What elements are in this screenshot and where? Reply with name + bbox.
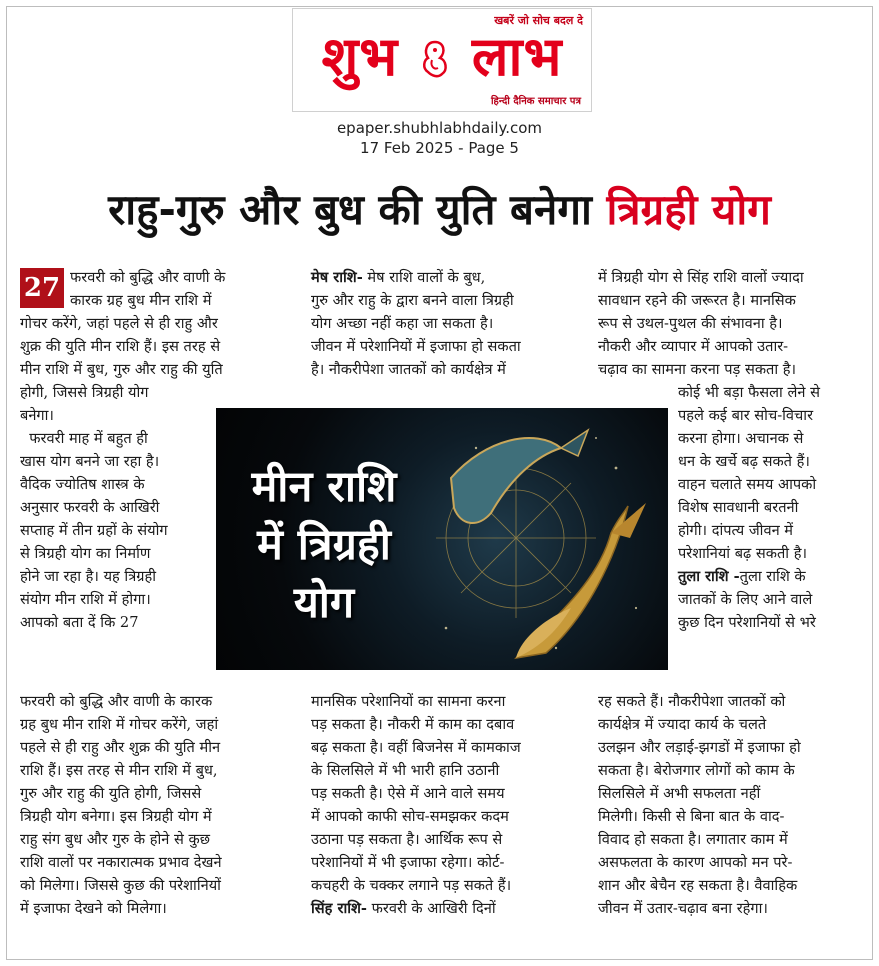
col2-bottom — [311, 690, 584, 920]
masthead-tagline: खबरें जो सोच बदल दे — [494, 14, 583, 27]
col1-line: अनुसार फरवरी के आखिरी — [20, 499, 160, 516]
col3-line: नौकरी और व्यापार में आपको उतार- — [598, 338, 789, 355]
col2-line: जीवन में परेशानियों में इजाफा हो सकता — [311, 338, 521, 355]
col3-line: होगी। दांपत्य जीवन में — [678, 522, 794, 539]
col1-line: आपको बता दें कि 27 — [20, 614, 139, 631]
singh-heading: सिंह राशि- — [311, 900, 367, 917]
col3-top — [598, 266, 864, 381]
col3-bottom — [598, 690, 864, 920]
col1-line: से त्रिग्रही योग का निर्माण — [20, 545, 151, 562]
col2-line: बढ़ सकता है। वहीं बिजनेस में कामकाज — [311, 739, 521, 756]
col3-line: सिलसिले में अभी सफलता नहीं — [598, 785, 761, 802]
col3-line: कोई भी बड़ा फैसला लेने से — [678, 384, 820, 401]
col3-line: शान और बेचैन रह सकता है। वैवाहिक — [598, 877, 798, 894]
col3-line: चढ़ाव का सामना करना पड़ सकता है। — [598, 361, 797, 378]
col1-line: सप्ताह में तीन ग्रहों के संयोग — [20, 522, 168, 539]
overlay-line: योग — [293, 578, 355, 628]
col3-line: विशेष सावधानी बरतनी — [678, 499, 799, 516]
col3-line: जातकों के लिए आने वाले — [678, 591, 813, 608]
col2-line: परेशानियों में भी इजाफा रहेगा। कोर्ट- — [311, 854, 505, 871]
col1-line: त्रिग्रही योग बनेगा। इस त्रिग्रही योग में — [20, 808, 212, 825]
masthead-logo — [292, 8, 592, 112]
col1-line: गोचर करेंगे, जहां पहले से ही राहु और — [20, 315, 218, 332]
col1-line: फरवरी माह में बहुत ही — [20, 430, 148, 447]
col1-line: राशि वालों पर नकारात्मक प्रभाव देखने — [20, 854, 222, 871]
col2-line: पड़ सकता है। नौकरी में काम का दबाव — [311, 716, 515, 733]
headline-part1: राहु-गुरु और बुध की युति बनेगा — [108, 185, 592, 234]
image-overlay-title — [224, 458, 424, 632]
col1-line: राशि हैं। इस तरह से मीन राशि में बुध, — [20, 762, 218, 779]
col3-line: धन के खर्चे बढ़ सकते हैं। — [678, 453, 810, 470]
col3-line: रूप से उथल-पुथल की संभावना है। — [598, 315, 783, 332]
brand-left: शुभ — [321, 25, 399, 88]
col1-line: गुरु और राहु की युति होगी, जिससे — [20, 785, 202, 802]
col3-line: सकता है। बेरोजगार लोगों को काम के — [598, 762, 795, 779]
col3-line: वाहन चलाते समय आपको — [678, 476, 817, 493]
overlay-line: मीन राशि — [251, 462, 397, 512]
col3-line: में त्रिग्रही योग से सिंह राशि वालों ज्यादा — [598, 269, 804, 286]
col1-line: फरवरी को बुद्धि और वाणी के — [70, 269, 226, 286]
article-image — [216, 408, 668, 670]
article-headline — [0, 180, 879, 237]
col3-line: सावधान रहने की जरूरत है। मानसिक — [598, 292, 796, 309]
tula-heading: तुला राशि - — [678, 568, 740, 585]
source-url: epaper.shubhlabhdaily.com — [336, 119, 543, 137]
col2-line: मानसिक परेशानियों का सामना करना — [311, 693, 506, 710]
col2-line: है। नौकरीपेशा जातकों को कार्यक्षेत्र में — [311, 361, 506, 378]
masthead-subtag: हिन्दी दैनिक समाचार पत्र — [490, 96, 581, 107]
mesh-heading: मेष राशि- — [311, 269, 363, 286]
col1-line: शुक्र की युति मीन राशि हैं। इस तरह से — [20, 338, 221, 355]
col1-line: होने जा रहा है। यह त्रिग्रही — [20, 568, 157, 585]
source-date-page: 17 Feb 2025 - Page 5 — [360, 139, 519, 157]
col1-line: बनेगा। — [20, 407, 54, 424]
col2-line: में आपको काफी सोच-समझकर कदम — [311, 808, 509, 825]
col3-line: परेशानियां बढ़ सकती है। — [678, 545, 808, 562]
col2-line: गुरु और राहु के द्वारा बनने वाला त्रिग्रही — [311, 292, 514, 309]
col1-line: कारक ग्रह बुध मीन राशि में — [70, 292, 212, 309]
col1-line: को मिलेगा। जिससे कुछ की परेशानियों — [20, 877, 221, 894]
col1-line: राहु संग बुध और गुरु के होने से कुछ — [20, 831, 210, 848]
col2-line: उठाना पड़ सकता है। आर्थिक रूप से — [311, 831, 503, 848]
col3-line: मिलेगी। किसी से बिना बात के वाद- — [598, 808, 785, 825]
col2-line: के सिलसिले में भी भारी हानि उठानी — [311, 762, 500, 779]
col3-line: विवाद हो सकता है। लगातार काम में — [598, 831, 788, 848]
col3-line: करना होगा। अचानक से — [678, 430, 804, 447]
col1-line: ग्रह बुध मीन राशि में गोचर करेंगे, जहां — [20, 716, 219, 733]
col1-line: संयोग मीन राशि में होगा। — [20, 591, 151, 608]
brand-right: लाभ — [471, 25, 563, 88]
ganesha-icon — [418, 38, 452, 82]
col2-line: पड़ सकती है। ऐसे में आने वाले समय — [311, 785, 505, 802]
col2-line: मेष राशि वालों के बुध, — [367, 269, 486, 286]
col1-bottom — [20, 690, 288, 920]
col2-top — [311, 266, 584, 381]
overlay-line: में त्रिग्रही — [257, 520, 391, 570]
col3-line: रह सकते हैं। नौकरीपेशा जातकों को — [598, 693, 786, 710]
col3-line: पहले कई बार सोच-विचार — [678, 407, 814, 424]
col1-line: वैदिक ज्योतिष शास्त्र के — [20, 476, 145, 493]
col3-line: जीवन में उतार-चढ़ाव बना रहेगा। — [598, 900, 768, 917]
col1-line: मीन राशि में बुध, गुरु और राहु की युति — [20, 361, 223, 378]
headline-part2: त्रिग्रही योग — [606, 185, 771, 234]
brand-name — [299, 25, 585, 89]
col1-line: खास योग बनने जा रहा है। — [20, 453, 160, 470]
col3-line: असफलता के कारण आपको मन परे- — [598, 854, 793, 871]
col1-line: पहले से ही राहु और शुक्र की युति मीन — [20, 739, 221, 756]
col1-line: में इजाफा देखने को मिलेगा। — [20, 900, 167, 917]
dropcap-number: 27 — [20, 268, 64, 308]
col3-line: उलझन और लड़ाई-झगडों में इजाफा हो — [598, 739, 801, 756]
col3-mid — [678, 381, 864, 634]
col2-line: कचहरी के चक्कर लगाने पड़ सकते हैं। — [311, 877, 512, 894]
col2-line: योग अच्छा नहीं कहा जा सकता है। — [311, 315, 494, 332]
col3-line: कार्यक्षेत्र में ज्यादा कार्य के चलते — [598, 716, 767, 733]
col2-line: फरवरी के आखिरी दिनों — [371, 900, 496, 917]
col3-line: कुछ दिन परेशानियों से भरे — [678, 614, 816, 631]
col1-line: फरवरी को बुद्धि और वाणी के कारक — [20, 693, 213, 710]
col3-line: तुला राशि के — [739, 568, 806, 585]
col1-line: होगी, जिससे त्रिग्रही योग — [20, 384, 149, 401]
